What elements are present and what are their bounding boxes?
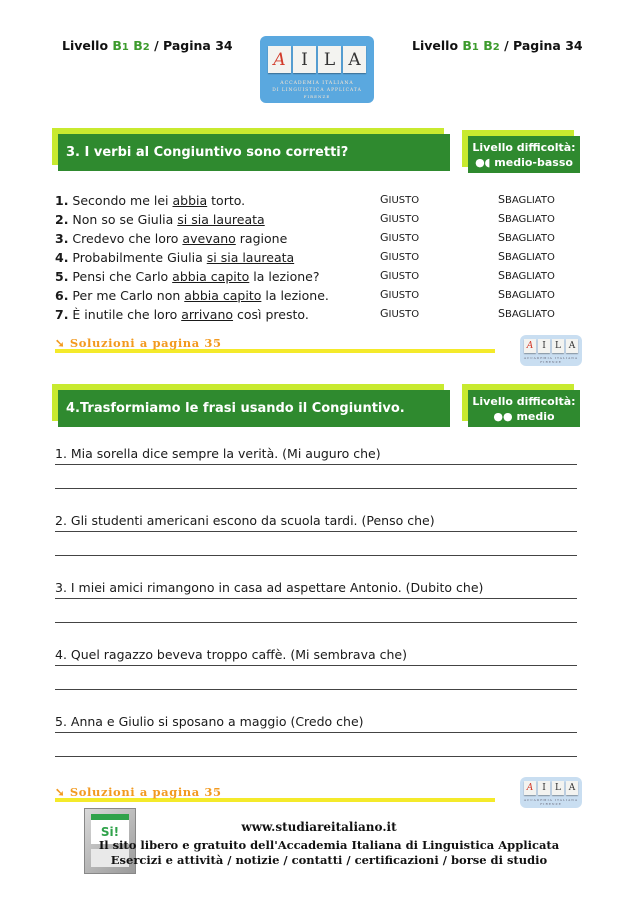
level-b2: B2 [133, 38, 150, 53]
answer-line[interactable] [55, 555, 577, 556]
aila-logo-small[interactable] [520, 777, 582, 808]
footer-line-2: Esercizi e attività / notizie / contatti / certificazioni / borse di studio [110, 853, 548, 867]
logo-tile: A [566, 339, 578, 353]
header-level-right: Livello B1 B2 / Pagina 34 [412, 38, 583, 53]
solutions-link[interactable]: ➘ Soluzioni a pagina 35 [55, 338, 495, 353]
exercise-4-title: 4.Trasformiamo le frasi usando il Congiuntivo. [58, 390, 450, 427]
exercise-3-difficulty: Livello difficoltà: ●◖ medio-basso [468, 136, 580, 173]
logo-tagline: FIRENZE [303, 94, 331, 99]
logo-tile: A [524, 781, 536, 795]
answer-line[interactable] [55, 488, 577, 489]
logo-tile: L [552, 781, 564, 795]
logo-tile: L [318, 46, 341, 73]
logo-tile: I [538, 781, 550, 795]
footer-site-link[interactable]: www.studiareitaliano.it [241, 820, 397, 834]
exercise-3-item: 6. Per me Carlo non abbia capito la lezione. GIUSTO SBAGLIATO [55, 288, 555, 303]
logo-tagline: ACCADEMIA ITALIANA [523, 798, 579, 802]
solutions-link[interactable]: ➘ Soluzioni a pagina 35 [55, 787, 495, 802]
logo-tagline: FIRENZE [540, 802, 562, 806]
exercise-3-item: 7. È inutile che loro arrivano così presto. GIUSTO SBAGLIATO [55, 307, 555, 322]
option-giusto[interactable]: GIUSTO [380, 193, 420, 206]
answer-line[interactable] [55, 622, 577, 623]
logo-tagline: DI LINGUISTICA APPLICATA [272, 88, 362, 93]
exercise-4-item: 3. I miei amici rimangono in casa ad aspettare Antonio. (Dubito che) [55, 580, 484, 595]
option-sbagliato[interactable]: SBAGLIATO [498, 269, 555, 282]
logo-tagline: ACCADEMIA ITALIANA [523, 356, 579, 360]
option-sbagliato[interactable]: SBAGLIATO [498, 250, 555, 263]
aila-logo-small[interactable] [520, 335, 582, 366]
logo-tile: I [538, 339, 550, 353]
exercise-4-item: 1. Mia sorella dice sempre la verità. (Mi auguro che) [55, 446, 381, 461]
answer-line[interactable] [55, 531, 577, 532]
level-b1: B1 [462, 38, 479, 53]
answer-line[interactable] [55, 464, 577, 465]
exercise-3-item: 3. Credevo che loro avevano ragione GIUSTO SBAGLIATO [55, 231, 555, 246]
option-giusto[interactable]: GIUSTO [380, 231, 420, 244]
exercise-4-item: 5. Anna e Giulio si sposano a maggio (Credo che) [55, 714, 364, 729]
option-giusto[interactable]: GIUSTO [380, 288, 420, 301]
header-level-left: Livello B1 B2 / Pagina 34 [62, 38, 233, 53]
logo-tagline: FIRENZE [540, 360, 562, 364]
exercise-3-item: 5. Pensi che Carlo abbia capito la lezione? GIUSTO SBAGLIATO [55, 269, 555, 284]
exercise-3-item: 1. Secondo me lei abbia torto. GIUSTO SBAGLIATO [55, 193, 555, 208]
exercise-4-difficulty: Livello difficoltà: ●● medio [468, 390, 580, 427]
level-b1: B1 [112, 38, 129, 53]
footer-line-1: Il sito libero e gratuito dell'Accademia Italiana di Linguistica Applicata [98, 838, 560, 852]
option-giusto[interactable]: GIUSTO [380, 307, 420, 320]
option-giusto[interactable]: GIUSTO [380, 250, 420, 263]
logo-tile: I [293, 46, 316, 73]
answer-line[interactable] [55, 756, 577, 757]
option-sbagliato[interactable]: SBAGLIATO [498, 193, 555, 206]
answer-line[interactable] [55, 665, 577, 666]
option-giusto[interactable]: GIUSTO [380, 269, 420, 282]
book-title: Si! [91, 814, 129, 844]
option-sbagliato[interactable]: SBAGLIATO [498, 288, 555, 301]
exercise-3-item: 4. Probabilmente Giulia si sia laureata GIUSTO SBAGLIATO [55, 250, 555, 265]
answer-line[interactable] [55, 732, 577, 733]
answer-line[interactable] [55, 598, 577, 599]
option-sbagliato[interactable]: SBAGLIATO [498, 212, 555, 225]
exercise-4-item: 4. Quel ragazzo beveva troppo caffè. (Mi sembrava che) [55, 647, 407, 662]
logo-tile: A [268, 46, 291, 73]
exercise-4-item: 2. Gli studenti americani escono da scuola tardi. (Penso che) [55, 513, 435, 528]
logo-tile: A [343, 46, 366, 73]
exercise-3-title: 3. I verbi al Congiuntivo sono corretti? [58, 134, 450, 171]
option-giusto[interactable]: GIUSTO [380, 212, 420, 225]
exercise-3-item: 2. Non so se Giulia si sia laureata GIUSTO SBAGLIATO [55, 212, 555, 227]
logo-tagline: ACCADEMIA ITALIANA [280, 81, 354, 86]
option-sbagliato[interactable]: SBAGLIATO [498, 307, 555, 320]
aila-logo[interactable] [260, 36, 374, 103]
level-b2: B2 [483, 38, 500, 53]
logo-tile: L [552, 339, 564, 353]
option-sbagliato[interactable]: SBAGLIATO [498, 231, 555, 244]
logo-tile: A [566, 781, 578, 795]
logo-tile: A [524, 339, 536, 353]
answer-line[interactable] [55, 689, 577, 690]
